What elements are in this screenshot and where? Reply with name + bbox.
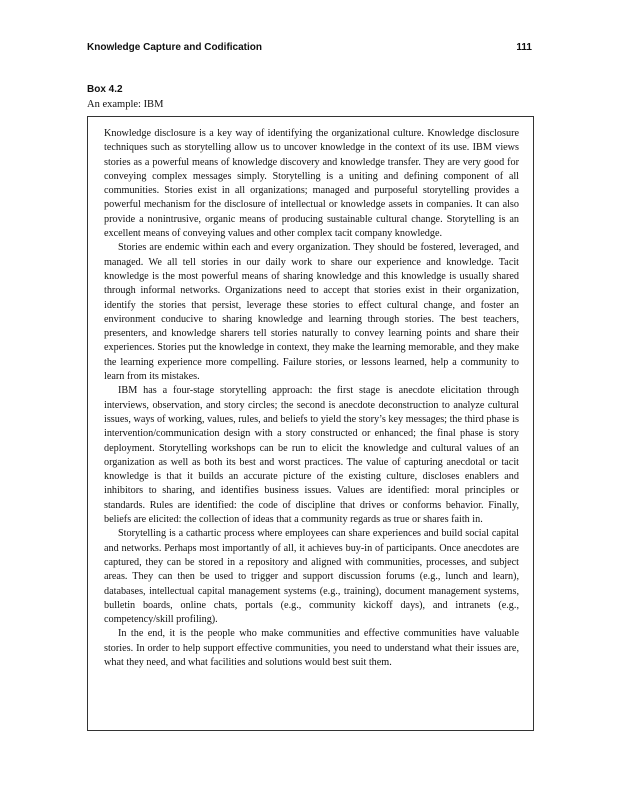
running-header <box>87 40 532 58</box>
box-body <box>104 127 519 670</box>
box-label: Box 4.2 <box>87 84 123 95</box>
box-paragraph-3: IBM has a four-stage storytelling approach: the first stage is anecdote elicitation through interviews, observation, and story circles; the second is anecdote deconstruction to analyze cultural issues, ways of working, values, rules, and beliefs to yield the story’s key messages; the third phase is intervention/communication design with a story constructed or enhanced; the final phase is story deployment. Storytelling workshops can be run to elicit the knowledge and cultural values of an organization as well as both its best and worst practices. The value of capturing anecdotal or tacit knowledge is that it builds an accurate picture of the existing culture, discloses enablers and inhibitors to sharing, and identifies business issues. Values are identified: moral principles or standards. Rules are identified: the code of discipline that drives or conforms behavior. Finally, beliefs are elicited: the collection of ideas that a community regards as true or shares faith in. <box>104 385 519 526</box>
page-number: 111 <box>516 42 532 53</box>
box-paragraph-2: Stories are endemic within each and every organization. They should be fostered, leveraged, and managed. We all tell stories in our daily work to share our experience and knowledge. Tacit knowledge is the most powerful means of sharing knowledge and this knowledge is usually shared through informal networks. Organizations need to accept that stories exist in their organization, identify the stories that persist, leverage these stories to effect cultural change, and foster an environment conducive to sharing knowledge and learning through stories. The best teachers, presenters, and knowledge sharers tell stories naturally to convey learning points and share their experiences. Stories put the knowledge in context, they make the learning memorable, and they make the learning experience more compelling. Failure stories, or lessons learned, help a community to learn from its mistakes. <box>104 242 519 383</box>
box-paragraph-5: In the end, it is the people who make communities and effective communities have valuable stories. In order to help support effective communities, you need to understand what their issues are, what they need, and what facilities and solutions would best suit them. <box>104 628 519 668</box>
box-paragraph-4: Storytelling is a cathartic process where employees can share experiences and build social capital and networks. Perhaps most importantly of all, it achieves buy-in of participants. Once anecdotes are captured, they can be stored in a repository and aligned with communities, processes, and subject areas. They can then be used to trigger and support discussion forums (e.g., lunch and learn), databases, intellectual capital management systems (e.g., training), document management systems, bulletin boards, online chats, portals (e.g., community kickoff days), and intranets (e.g., competency/skill profiling). <box>104 528 519 626</box>
box-caption: An example: IBM <box>87 99 164 110</box>
example-box <box>87 116 534 731</box>
running-title: Knowledge Capture and Codification <box>87 42 263 53</box>
box-paragraph-1: Knowledge disclosure is a key way of identifying the organizational culture. Knowledge disclosure techniques such as storytelling allow us to uncover knowledge in the context of its use. IBM views stories as a powerful means of knowledge discovery and knowledge transfer. They are very good for conveying complex messages simply. Storytelling is a uniting and defining component of all communities. Stories exist in all organizations; managed and purposeful storytelling provides a powerful mechanism for the disclosure of intellectual or knowledge assets in companies. It can also provide a nonintrusive, organic means of producing sustainable cultural change. Storytelling is an excellent means of conveying values and other complex tacit company knowledge. <box>104 128 519 240</box>
